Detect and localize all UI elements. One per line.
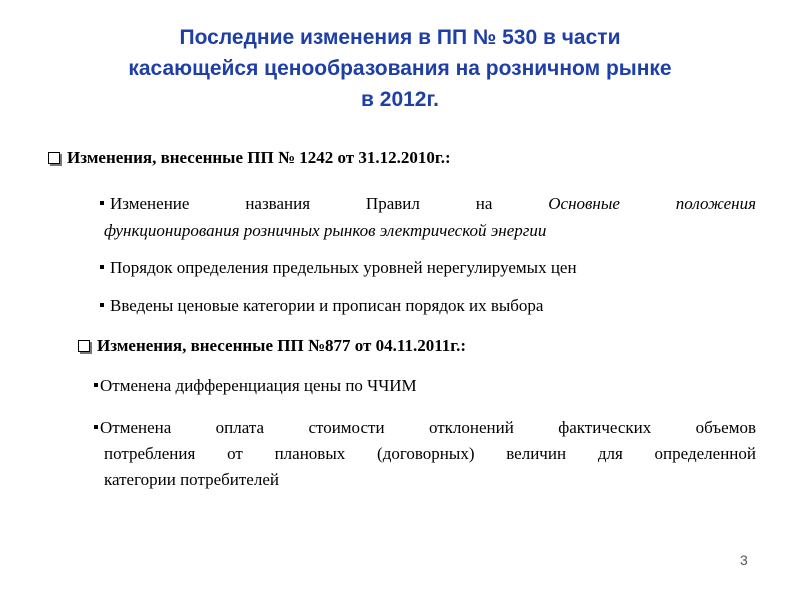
title-line-3: в 2012г. bbox=[361, 88, 439, 111]
square-bullet-icon bbox=[100, 303, 104, 307]
section-2-item-2 bbox=[94, 415, 756, 493]
section-1-item-2: Порядок определения предельных уровней нерегулируемых цен bbox=[100, 258, 577, 278]
section-1-item-3: Введены ценовые категории и прописан порядок их выбора bbox=[100, 296, 543, 316]
section-1-item-1-line-1: Изменение названия Правил на Основные положения bbox=[100, 190, 756, 217]
section-1-heading-text: Изменения, внесенные ПП № 1242 от 31.12.2010г.: bbox=[67, 148, 451, 167]
section-1-item-1 bbox=[100, 190, 756, 244]
section-1-heading bbox=[48, 148, 451, 168]
section-2-item-1: Отменена дифференциация цены по ЧЧИМ bbox=[94, 376, 417, 396]
slide-title bbox=[40, 22, 760, 115]
section-2-heading bbox=[78, 336, 466, 356]
section-2-item-2-line-3: категории потребителей bbox=[104, 470, 279, 489]
title-line-2: касающейся ценообразования на розничном рынке bbox=[128, 57, 672, 80]
page-number: 3 bbox=[740, 552, 748, 568]
section-2-item-2-line-2: потребления от плановых (договорных) величин для определенной bbox=[104, 444, 756, 463]
title-line-1: Последние изменения в ПП № 530 в части bbox=[179, 26, 621, 49]
square-bullet-icon bbox=[100, 201, 104, 205]
section-2-heading-text: Изменения, внесенные ПП №877 от 04.11.2011г.: bbox=[97, 336, 466, 355]
section-2-item-2-line-1: Отменена оплата стоимости отклонений фактических объемов bbox=[94, 415, 756, 441]
square-bullet-icon bbox=[94, 383, 98, 387]
checkbox-bullet-icon bbox=[48, 152, 60, 164]
square-bullet-icon bbox=[100, 265, 104, 269]
checkbox-bullet-icon bbox=[78, 340, 90, 352]
section-1-item-1-line-2: функционирования розничных рынков электрической энергии bbox=[104, 221, 547, 240]
square-bullet-icon bbox=[94, 425, 98, 429]
